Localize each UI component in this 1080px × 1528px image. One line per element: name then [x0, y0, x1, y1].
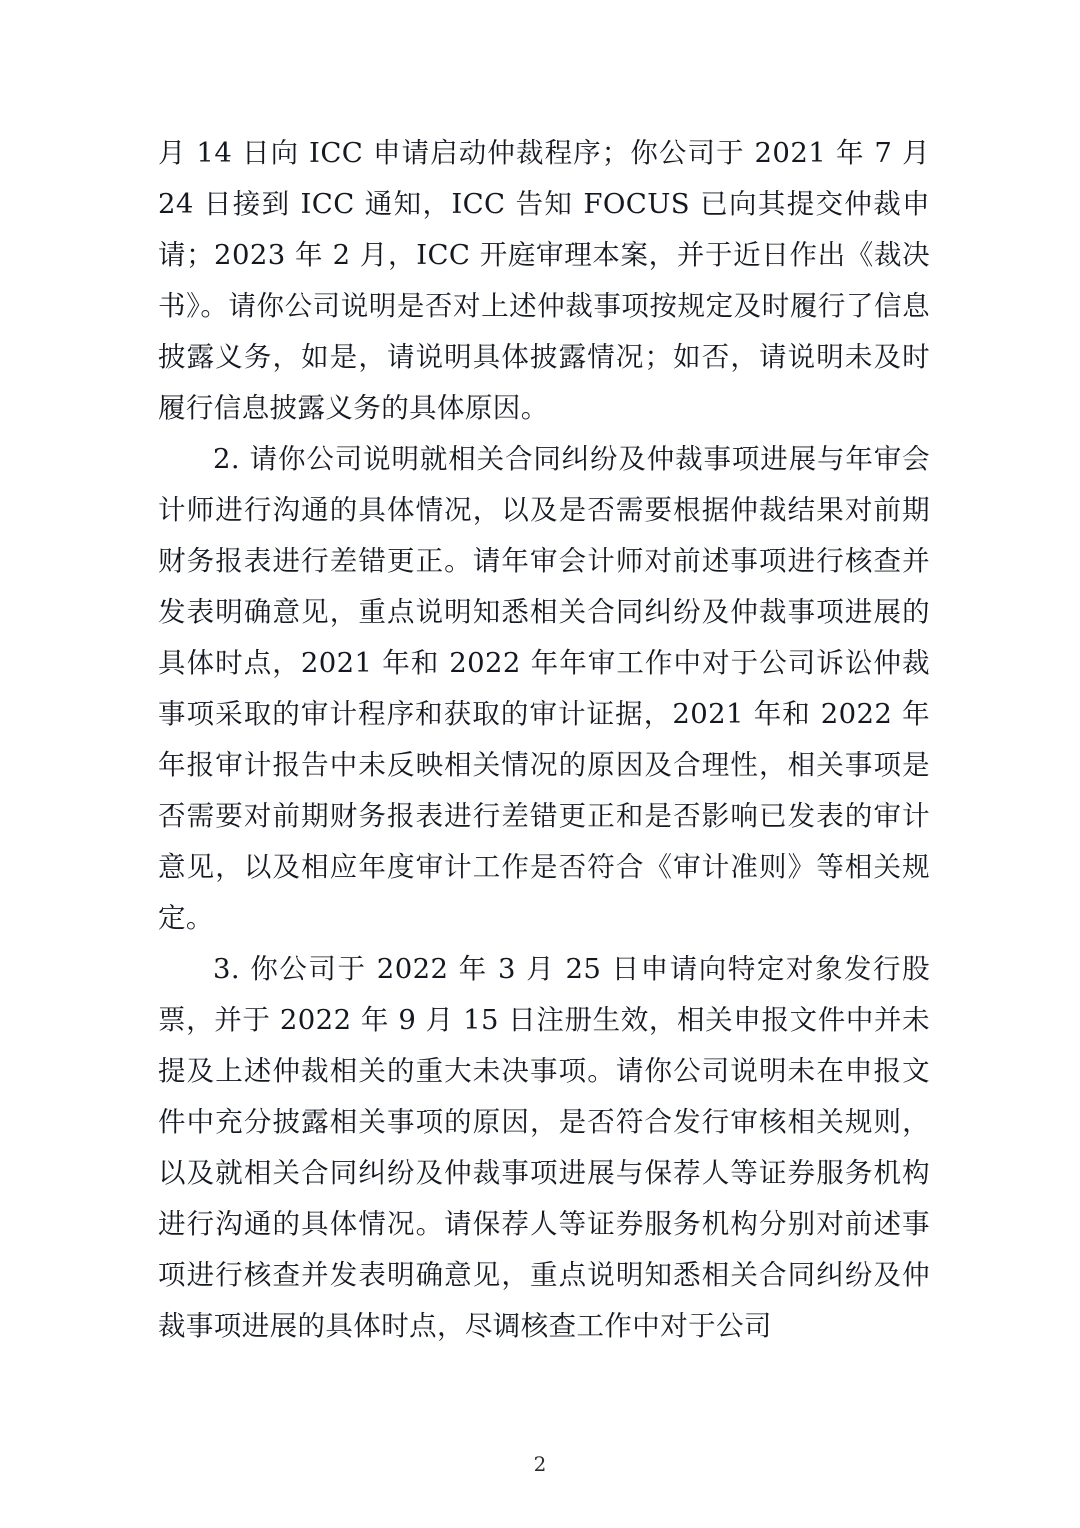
- paragraph-item-2: 2. 请你公司说明就相关合同纠纷及仲裁事项进展与年审会计师进行沟通的具体情况，以及是否需要根据仲裁结果对前期财务报表进行差错更正。请年审会计师对前述事项进行核查并发表明确意见，重点说明知悉相关合同纠纷及仲裁事项进展的具体时点，2021 年和 2022 年年审工作中对于公司诉讼仲裁事项采取的审计程序和获取的审计证据，2021 年和 2022 年年报审计报告中未反映相关情况的原因及合理性，相关事项是否需要对前期财务报表进行差错更正和是否影响已发表的审计意见，以及相应年度审计工作是否符合《审计准则》等相关规定。: [158, 443, 930, 934]
- document-body: [158, 128, 930, 1352]
- page-number: 2: [533, 1452, 547, 1476]
- paragraph-item-3: 3. 你公司于 2022 年 3 月 25 日申请向特定对象发行股票，并于 2022 年 9 月 15 日注册生效，相关申报文件中并未提及上述仲裁相关的重大未决事项。请你公司说明未在申报文件中充分披露相关事项的原因，是否符合发行审核相关规则，以及就相关合同纠纷及仲裁事项进展与保荐人等证券服务机构进行沟通的具体情况。请保荐人等证券服务机构分别对前述事项进行核查并发表明确意见，重点说明知悉相关合同纠纷及仲裁事项进展的具体时点，尽调核查工作中对于公司: [158, 953, 930, 1342]
- paragraph-continued: 月 14 日向 ICC 申请启动仲裁程序；你公司于 2021 年 7 月 24 日接到 ICC 通知，ICC 告知 FOCUS 已向其提交仲裁申请；2023 年 2 月，ICC 开庭审理本案，并于近日作出《裁决书》。请你公司说明是否对上述仲裁事项按规定及时履行了信息披露义务，如是，请说明具体披露情况；如否，请说明未及时履行信息披露义务的具体原因。: [158, 137, 930, 424]
